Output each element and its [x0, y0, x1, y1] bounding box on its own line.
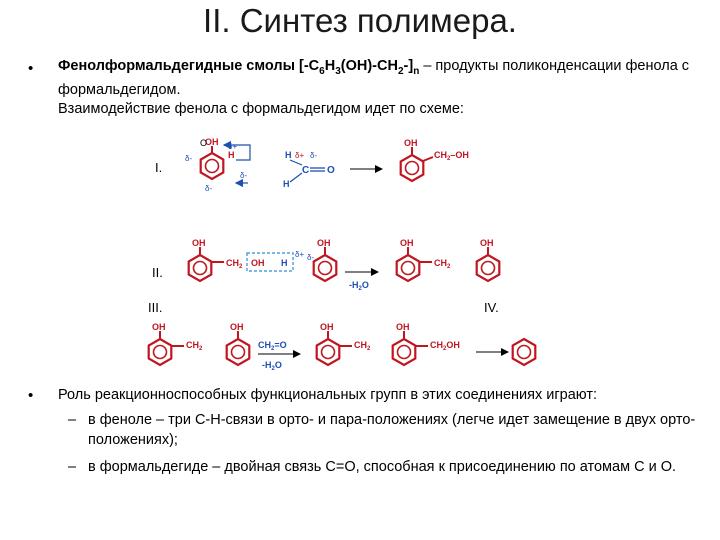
h-label-1: H: [228, 150, 235, 160]
stage-3-label: III.: [148, 300, 163, 315]
bond-h-bottom: [290, 173, 302, 182]
oh-label-1: OH: [205, 137, 219, 147]
ch2-3c: $CH_2$: [354, 340, 371, 352]
dash-2: –: [68, 459, 77, 475]
h-top: H: [285, 150, 292, 160]
stage-1-label: I.: [155, 160, 163, 175]
ring-2a: [189, 255, 212, 281]
ch2-2c: $CH_2$: [434, 258, 451, 270]
oh-3d: OH: [396, 322, 410, 332]
oh-product-1: OH: [404, 138, 418, 148]
delta-plus-1: δ+: [228, 142, 238, 151]
ch2-eq-o: $CH_2=O$: [258, 340, 287, 352]
o-label: O: [327, 165, 335, 176]
delta-plus-2: δ+: [295, 250, 305, 259]
bond-h-top: [290, 160, 302, 165]
ring-3a: [149, 339, 172, 365]
ring-2d: [477, 255, 500, 281]
intro-rest: – продукты поликонденсации фенола с формальдегидом.: [58, 58, 690, 98]
oh-3a: OH: [152, 322, 166, 332]
stage-2-label: II.: [152, 265, 163, 280]
ch2-3a: $CH_2$: [186, 340, 203, 352]
role-item-formaldehyde-text: в формальдегиде – двойная связь С=О, способная к присоединению по атомам С и О.: [88, 459, 677, 475]
oh-2c: OH: [317, 238, 331, 248]
role-item-formaldehyde: [68, 457, 698, 477]
minus-h2o-2: $-H_2O$: [349, 280, 369, 292]
h-bottom: H: [283, 179, 290, 189]
delta-minus-4: δ-: [307, 253, 315, 262]
ch2-oh-product-1: $CH_2-OH$: [434, 150, 469, 162]
oh-3b: OH: [230, 322, 244, 332]
ring-2b: [314, 255, 337, 281]
ch2-2a: $CH_2$: [226, 258, 243, 270]
intro-line2: Взаимодействие фенола с формальдегидом идет по схеме:: [58, 100, 464, 117]
oh-3c: OH: [320, 322, 334, 332]
ring-3b: [227, 339, 250, 365]
delta-plus-c: δ+: [295, 151, 305, 160]
oh-2a: OH: [192, 238, 206, 248]
delta-minus-3: δ-: [240, 171, 248, 180]
stage-4-label: IV.: [484, 300, 499, 315]
slide-title: II. Синтез полимера.: [203, 2, 517, 39]
dash-1: –: [68, 412, 77, 428]
product-ring-1: [401, 155, 424, 181]
delta-minus-2: δ-: [205, 184, 213, 193]
oh-2d: OH: [400, 238, 414, 248]
bullet-2: •: [28, 387, 34, 404]
role-item-phenol-text: в феноле – три С-Н-связи в орто- и пара-положениях (легче идет замещение в двух орто-положениях);: [88, 412, 696, 448]
delta-minus-o: δ-: [310, 151, 318, 160]
intro-formula: Фенолформальдегидные смолы $[-С_6Н_3(ОН)-СН_2-]_n$: [58, 58, 420, 77]
ring-4: [513, 339, 536, 365]
ring-3c: [317, 339, 340, 365]
ring-2c: [397, 255, 420, 281]
h-2: H: [281, 258, 288, 268]
minus-h2o-3: $-H_2O$: [262, 360, 282, 372]
o-label-1: O: [200, 138, 208, 148]
bullet-1: •: [28, 60, 34, 77]
delta-minus-1: δ-: [185, 154, 193, 163]
ch2oh-3d: $CH_2OH$: [430, 340, 460, 352]
bond-ch2-p1: [423, 157, 433, 161]
c-label: C: [302, 165, 310, 176]
ring-3d: [393, 339, 416, 365]
oh-2e: OH: [480, 238, 494, 248]
role-item-phenol: [68, 410, 698, 450]
oh-2b: OH: [251, 258, 265, 268]
phenol-ring-1: [201, 153, 224, 179]
role-paragraph: Роль реакционноспособных функциональных групп в этих соединениях играют:: [58, 387, 598, 403]
